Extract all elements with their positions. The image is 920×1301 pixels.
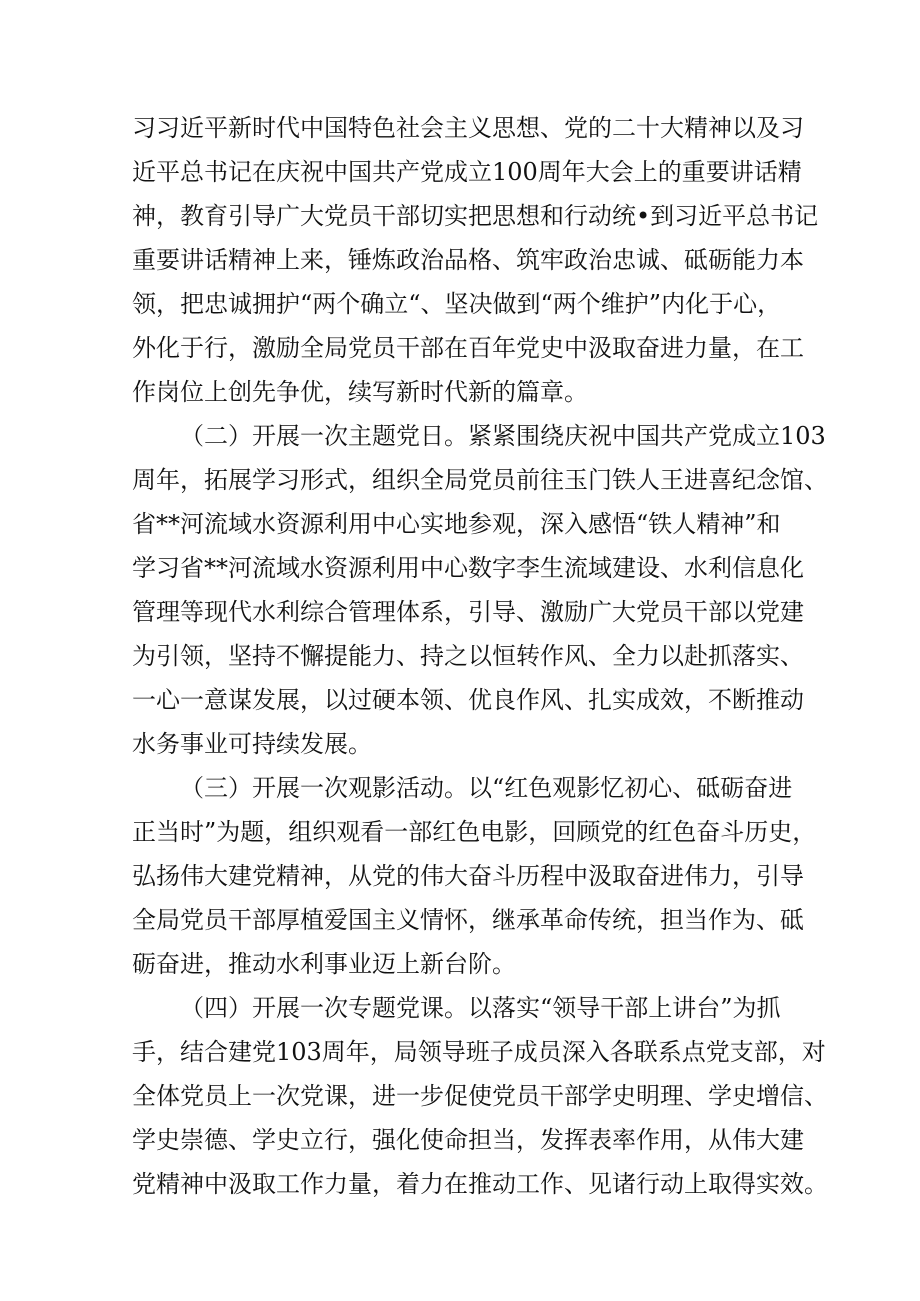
text-line: 学史崇德、学史立行，强化使命担当，发挥表率作用，从伟大建 xyxy=(132,1126,804,1154)
text-line: 砺奋进，推动水利事业迈上新台阶。 xyxy=(132,950,516,978)
text-line: 水务事业可持续发展。 xyxy=(132,730,372,758)
text-line: 神，教育引导广大党员干部切实把思想和行动统•到习近平总书记 xyxy=(132,202,819,230)
text-line: 省**河流域水资源利用中心实地参观，深入感悟“铁人精神”和 xyxy=(132,510,781,538)
text-line: 全局党员干部厚植爱国主义情怀，继承革命传统，担当作为、砥 xyxy=(132,906,804,934)
section-heading-line: （三）开展一次观影活动。以“红色观影忆初心、砥砺奋进 xyxy=(180,774,793,802)
text-line: 作岗位上创先争优，续写新时代新的篇章。 xyxy=(132,378,588,406)
text-line: 弘扬伟大建党精神，从党的伟大奋斗历程中汲取奋进伟力，引导 xyxy=(132,862,804,890)
text-line: 管理等现代水利综合管理体系，引导、激励广大党员干部以党建 xyxy=(132,598,804,626)
section-heading-line: （四）开展一次专题党课。以落实“领导干部上讲台”为抓 xyxy=(180,994,781,1022)
text-line: 手，结合建党103周年，局领导班子成员深入各联系点党支部，对 xyxy=(132,1038,826,1066)
text-line: 重要讲话精神上来，锤炼政治品格、筑牢政治忠诚、砥砺能力本 xyxy=(132,246,804,274)
text-line: 学习省**河流域水资源利用中心数字李生流域建设、水利信息化 xyxy=(132,554,804,582)
text-line: 正当时”为题，组织观看一部红色电影，回顾党的红色奋斗历史， xyxy=(132,818,817,846)
text-line: 为引领，坚持不懈提能力、持之以恒转作风、全力以赴抓落实、 xyxy=(132,642,804,670)
text-line: 一心一意谋发展，以过硬本领、优良作风、扎实成效，不断推动 xyxy=(132,686,804,714)
text-line: 外化于行，激励全局党员干部在百年党史中汲取奋进力量，在工 xyxy=(132,334,804,362)
text-line: 周年，拓展学习形式，组织全局党员前往玉门铁人王进喜纪念馆、 xyxy=(132,466,828,494)
text-line: 近平总书记在庆祝中国共产党成立100周年大会上的重要讲话精 xyxy=(132,158,802,186)
text-line: 全体党员上一次党课，进一步促使党员干部学史明理、学史增信、 xyxy=(132,1082,828,1110)
text-line: 党精神中汲取工作力量，着力在推动工作、见诸行动上取得实效。 xyxy=(132,1170,828,1198)
section-heading-line: （二）开展一次主题党日。紧紧围绕庆祝中国共产党成立103 xyxy=(180,422,826,450)
text-line: 领，把忠诚拥护“两个确立“、坚决做到“两个维护”内化于心， xyxy=(132,290,782,318)
text-line: 习习近平新时代中国特色社会主义思想、党的二十大精神以及习 xyxy=(132,114,804,142)
